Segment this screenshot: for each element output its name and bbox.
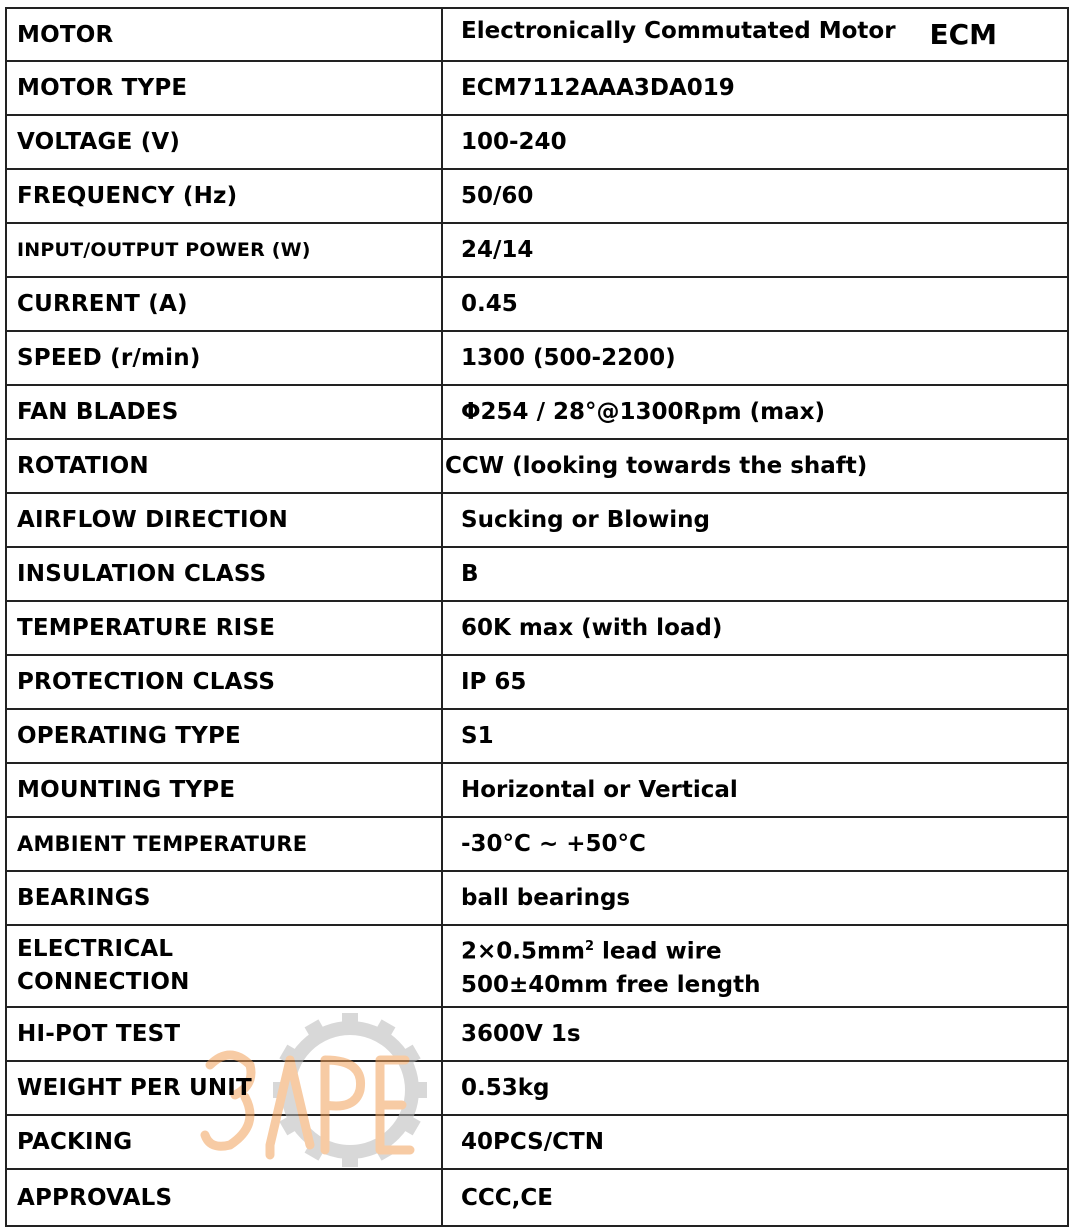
spec-value-line: [461, 930, 1057, 969]
spec-label: CURRENT (A): [6, 277, 442, 331]
spec-label: INSULATION CLASS: [6, 547, 442, 601]
spec-row-temperature-rise: [6, 601, 1068, 655]
spec-value: 100-240: [442, 115, 1068, 169]
spec-value: 0.53kg: [442, 1061, 1068, 1115]
spec-row-insulation: [6, 547, 1068, 601]
spec-value-line: 500±40mm free length: [461, 971, 761, 998]
spec-label: PROTECTION CLASS: [6, 655, 442, 709]
spec-label: PACKING: [6, 1115, 442, 1169]
spec-row-approvals: [6, 1169, 1068, 1226]
wire-size: 2×0.5mm: [461, 938, 585, 965]
spec-value: 3600V 1s: [442, 1007, 1068, 1061]
spec-label: WEIGHT PER UNIT: [6, 1061, 442, 1115]
spec-label-line: CONNECTION: [17, 969, 190, 995]
spec-value: 40PCS/CTN: [442, 1115, 1068, 1169]
spec-label: MOTOR: [6, 8, 442, 61]
spec-label: SPEED (r/min): [6, 331, 442, 385]
spec-value: Horizontal or Vertical: [442, 763, 1068, 817]
spec-label: OPERATING TYPE: [6, 709, 442, 763]
spec-row-rotation: [6, 439, 1068, 493]
spec-row-power: [6, 223, 1068, 277]
spec-value: CCC,CE: [442, 1169, 1068, 1226]
spec-label-line: ELECTRICAL: [17, 936, 174, 962]
spec-value: CCW (looking towards the shaft): [442, 439, 1068, 493]
spec-value: 60K max (with load): [442, 601, 1068, 655]
spec-label: ROTATION: [6, 439, 442, 493]
spec-label: AMBIENT TEMPERATURE: [6, 817, 442, 871]
spec-row-fan-blades: [6, 385, 1068, 439]
spec-label: INPUT/OUTPUT POWER (W): [6, 223, 442, 277]
spec-value: ball bearings: [442, 871, 1068, 925]
spec-row-bearings: [6, 871, 1068, 925]
spec-label: APPROVALS: [6, 1169, 442, 1226]
spec-value: 0.45: [442, 277, 1068, 331]
spec-row-voltage: [6, 115, 1068, 169]
spec-value: Φ254 / 28°@1300Rpm (max): [442, 385, 1068, 439]
spec-label: VOLTAGE (V): [6, 115, 442, 169]
spec-label: AIRFLOW DIRECTION: [6, 493, 442, 547]
ecm-tag: ECM: [929, 18, 997, 51]
motor-spec-table: [5, 7, 1069, 1227]
spec-value: IP 65: [442, 655, 1068, 709]
spec-value: Sucking or Blowing: [442, 493, 1068, 547]
spec-row-operating-type: [6, 709, 1068, 763]
spec-row-airflow: [6, 493, 1068, 547]
spec-row-protection: [6, 655, 1068, 709]
spec-label: FREQUENCY (Hz): [6, 169, 442, 223]
spec-value-text: Electronically Commutated Motor: [461, 18, 896, 44]
spec-value: [442, 925, 1068, 1007]
spec-label: BEARINGS: [6, 871, 442, 925]
spec-row-motor: [6, 8, 1068, 61]
spec-row-weight: [6, 1061, 1068, 1115]
spec-row-speed: [6, 331, 1068, 385]
spec-value: B: [442, 547, 1068, 601]
spec-row-electrical-connection: [6, 925, 1068, 1007]
spec-label: MOUNTING TYPE: [6, 763, 442, 817]
spec-label: HI-POT TEST: [6, 1007, 442, 1061]
spec-row-frequency: [6, 169, 1068, 223]
wire-type: lead wire: [594, 938, 722, 965]
spec-label: TEMPERATURE RISE: [6, 601, 442, 655]
spec-value: 50/60: [442, 169, 1068, 223]
spec-value: -30°C ~ +50°C: [442, 817, 1068, 871]
spec-row-motor-type: [6, 61, 1068, 115]
spec-value: 24/14: [442, 223, 1068, 277]
spec-row-hi-pot-test: [6, 1007, 1068, 1061]
spec-value: ECM7112AAA3DA019: [442, 61, 1068, 115]
spec-row-ambient-temperature: [6, 817, 1068, 871]
spec-value: S1: [442, 709, 1068, 763]
spec-value: [442, 8, 1068, 61]
spec-label: MOTOR TYPE: [6, 61, 442, 115]
spec-label: [6, 925, 442, 1007]
wire-size-exponent: 2: [584, 939, 594, 955]
spec-label: FAN BLADES: [6, 385, 442, 439]
spec-row-mounting-type: [6, 763, 1068, 817]
spec-row-packing: [6, 1115, 1068, 1169]
spec-value: 1300 (500-2200): [442, 331, 1068, 385]
spec-row-current: [6, 277, 1068, 331]
